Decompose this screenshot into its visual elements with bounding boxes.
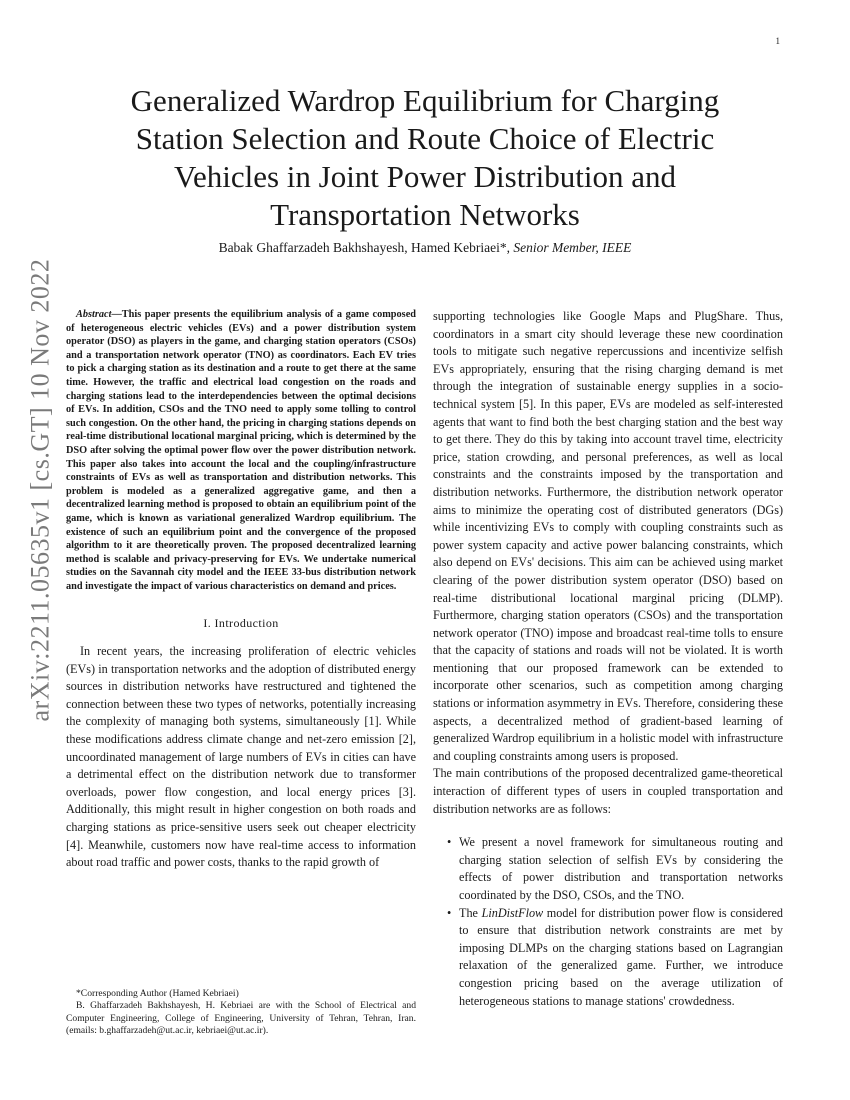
list-item xyxy=(433,834,783,904)
body-paragraph: The main contributions of the proposed decentralized game-theoretical interaction of different types of users in coupled transportation and distribution networks are as follows: xyxy=(433,766,783,816)
right-column xyxy=(433,308,783,1010)
contributions-list xyxy=(433,834,783,1010)
abstract-label: Abstract xyxy=(76,309,112,320)
footnotes xyxy=(66,988,416,1038)
list-item xyxy=(433,905,783,1011)
bullet-text: The xyxy=(459,905,482,920)
arxiv-stamp-text: arXiv:2211.05635v1 [cs.GT] 10 Nov 2022 xyxy=(25,258,54,722)
section-heading: I. Introduction xyxy=(203,616,279,631)
page-number: 1 xyxy=(775,36,780,46)
bullet-icon: • xyxy=(447,835,452,850)
abstract xyxy=(66,308,416,593)
intro-paragraph: In recent years, the increasing proliferation of electric vehicles (EVs) in transportation networks and the adoption of distributed energy sources in distribution networks have restructured and tightened the connection between these two types of networks, potentially increasing the complexity of managing both systems, simultaneously [1]. While these modifications address climate change and net-zero emission [2], uncoordinated management of large numbers of EVs in cities can have a detrimental effect on the distribution network due to transformer overloads, power flow congestion, and local energy prices [3]. Additionally, this might result in higher congestion on both roads and charging stations as price-sensitive users seek out cheaper electricity [4]. Meanwhile, customers now have real-time access to information about road traffic and power costs, thanks to the rapid growth of xyxy=(66,644,416,870)
paper-title xyxy=(70,82,780,234)
title-line: Transportation Networks xyxy=(270,197,580,232)
arxiv-stamp xyxy=(20,258,60,722)
body-paragraph: supporting technologies like Google Maps and PlugShare. Thus, coordinators in a smart city should leverage these new coordination tools to mitigate such negative repercussions and incentivize selfish EVs appropriately, ensuring that the rising charging demand is met through the integration of sustainable energy supplies in a socio-technical system [5]. In this paper, EVs are modeled as self-interested agents that want to find both the best charging station and the best way to get there. They do this by taking into account travel time, electricity price, station crowding, and personal preferences, as well as local constraints and the constraints imposed by the transportation and distribution networks. Furthermore, the distribution network operator aims to minimize the operating cost of distributed generators (DGs) while incentivizing EVs to comply with coupling constraints such as power system capacity and active power balancing constraints, which also depend on EVs' decisions. This aim can be achieved using market clearing of the power distribution system operator (DSO) based on real-time distributional locational marginal pricing (DLMP). Furthermore, charging station operators (CSOs) and the transportation network operator (TNO) impose and broadcast real-time tolls to ensure that the capacity of stations and roads will not be violated. It is worth mentioning that our proposed framework can be extended to incorporate other scenarios, such as competition among charging stations or information asymmetry in EVs. Therefore, considering these aspects, a decentralized method of gradient-based learning of generalized Wardrop equilibrium in a holistic model with infrastructure and coupling constraints among users is proposed. xyxy=(433,309,783,763)
left-column xyxy=(66,308,416,872)
bullet-text: model for distribution power flow is considered to ensure that distribution network constraints are met by imposing DLMPs on the charging stations based on Lagrangian relaxation of the generalized game. Further, we introduce congestion pricing based on the average utilization of heterogeneous stations to manage stations' crowdedness. xyxy=(459,905,784,1008)
footnote-corresponding: *Corresponding Author (Hamed Kebriaei) xyxy=(76,988,239,999)
author-role: Senior Member, IEEE xyxy=(513,240,632,255)
bullet-icon: • xyxy=(447,905,452,920)
title-line: Generalized Wardrop Equilibrium for Charging xyxy=(130,83,720,118)
bullet-text: We present a novel framework for simultaneous routing and charging station selection of selfish EVs by considering the effects of power distribution and transportation networks coordinated by the DSO, CSOs, and the TNO. xyxy=(459,835,783,902)
author-line xyxy=(70,240,780,256)
title-line: Vehicles in Joint Power Distribution and xyxy=(174,159,676,194)
footnote-affiliation: B. Ghaffarzadeh Bakhshayesh, H. Kebriaei are with the School of Electrical and Computer Engineering, College of Engineering, University of Tehran, Tehran, Iran. (emails: b.ghaffarzadeh@ut.ac.ir, kebriaei@ut.ac.ir). xyxy=(66,1000,416,1037)
title-line: Station Selection and Route Choice of Electric xyxy=(135,121,715,156)
bullet-emphasis: LinDistFlow xyxy=(481,905,544,920)
author-names: Babak Ghaffarzadeh Bakhshayesh, Hamed Kebriaei*, xyxy=(218,240,514,255)
abstract-text: —This paper presents the equilibrium analysis of a game composed of heterogeneous electric vehicles (EVs) and a power distribution system operator (DSO) as players in the game, and charging station operators (CSOs) and a transportation network operator (TNO) as coordinators. Each EV tries to pick a charging station as its destination and a route to get there at the same time. However, the traffic and electrical load congestion on the roads and charging stations lead to the interdependencies between the optimal decisions of EVs. In addition, CSOs and the TNO need to apply some tolling to control such congestion. On the other hand, the pricing in charging stations depends on real-time distributional locational marginal pricing, which is determined by the DSO after solving the optimal power flow over the power distribution network. This paper also takes into account the local and the coupling/infrastructure constraints of EVs as well as transportation and distribution networks. This problem is modeled as a generalized aggregative game, and then a decentralized learning method is proposed to obtain an equilibrium point of the game, which is known as variational generalized Wardrop equilibrium. The existence of such an equilibrium point and the convergence of the proposed algorithm to it are theoretically proven. The proposed decentralized learning method is scalable and privacy-preserving for EVs. We undertake numerical studies on the Savannah city model and the IEEE 33-bus distribution network and investigate the impact of various characteristics on demand and prices. xyxy=(66,309,416,592)
